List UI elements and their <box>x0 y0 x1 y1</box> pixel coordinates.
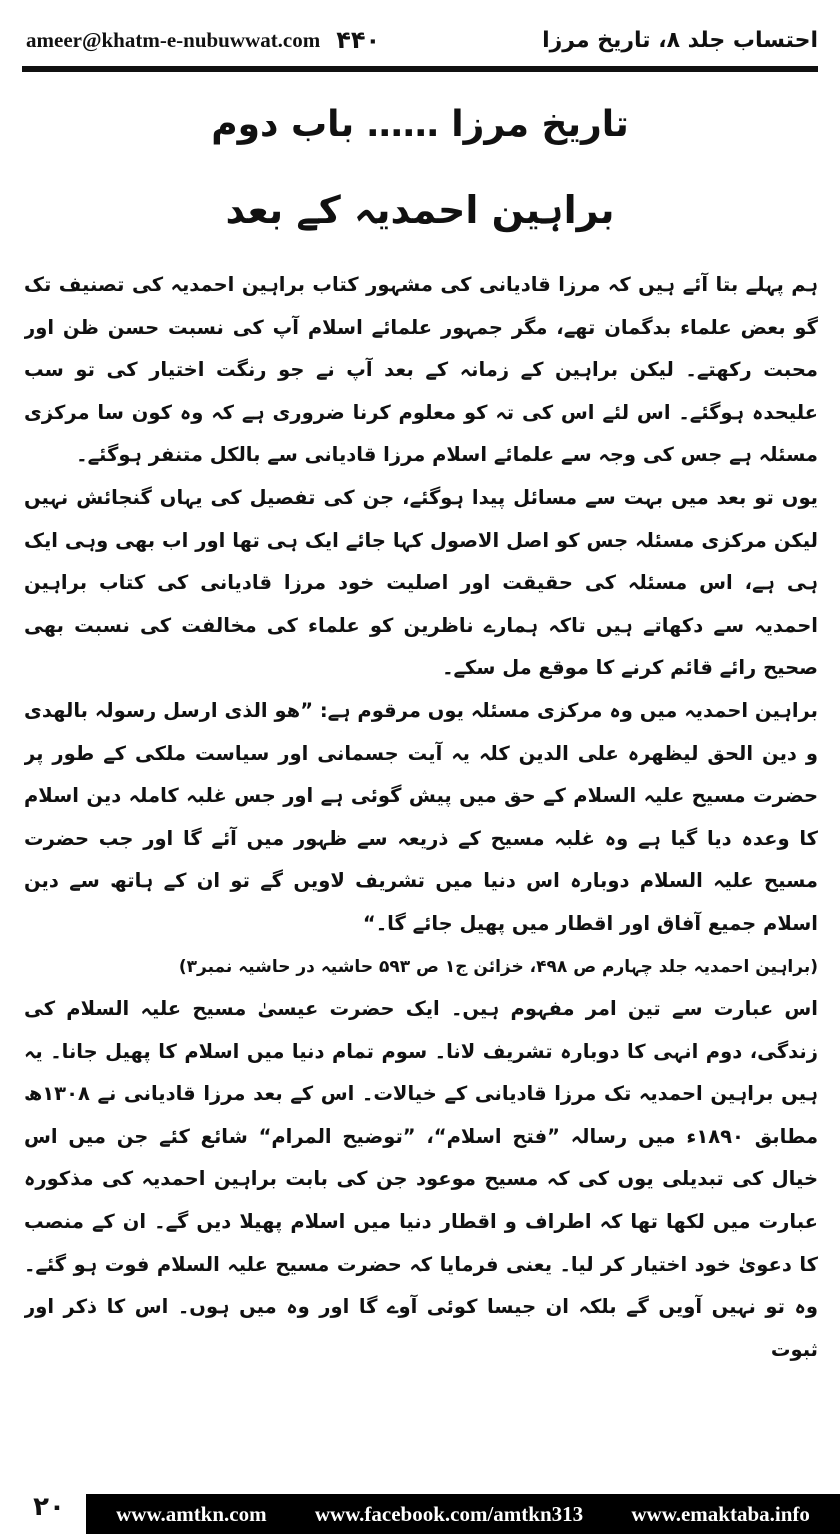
citation: (براہین احمدیہ جلد چہارم ص ۴۹۸، خزائن ج۱ ص ۵۹۳ حاشیہ در حاشیہ نمبر۳) <box>178 956 818 977</box>
footer-link-amtkn[interactable]: www.amtkn.com <box>116 1501 267 1526</box>
footer-link-emaktaba[interactable]: www.emaktaba.info <box>631 1501 810 1526</box>
section-title: براہین احمدیہ کے بعد <box>225 188 615 232</box>
paragraph-3-quote: براہین احمدیہ میں وہ مرکزی مسئلہ یوں مرقوم ہے: ”ھو الذی ارسل رسولہ بالھدی و دین الحق لیظھرہ علی الدین کلہ یہ آیت جسمانی اور سیاست ملکی کے طور پر حضرت مسیح علیہ السلام کے حق میں پیش گوئی ہے اور جس غلبہ کاملہ دین اسلام کا وعدہ دیا گیا ہے وہ غلبہ مسیح کے ذریعہ سے ظہور میں آئے گا اور جب حضرت مسیح علیہ السلام دوبارہ اس دنیا میں تشریف لاویں گے تو ان کے ہاتھ سے دین اسلام جمیع آفاق اور اقطار میں پھیل جائے گا۔“ <box>24 698 818 935</box>
paragraph-1: ہم پہلے بتا آئے ہیں کہ مرزا قادیانی کی مشہور کتاب براہین احمدیہ کی تصنیف تک گو بعض علماء بدگمان تھے، مگر جمہور علمائے اسلام آپ کی نسبت حسن ظن اور محبت رکھتے۔ لیکن براہین کے زمانہ کے بعد آپ نے جو رنگت اختیار کی تو سب علیحدہ ہوگئے۔ اس لئے اس کی تہ کو معلوم کرنا ضروری ہے کہ وہ کون سا مرکزی مسئلہ ہے جس کی وجہ سے علمائے اسلام مرزا قادیانی سے بالکل متنفر ہوگئے۔ <box>24 273 818 467</box>
header-divider <box>22 66 818 72</box>
page-header <box>26 18 818 62</box>
footer-page-number: ۲۰ <box>33 1492 65 1522</box>
chapter-title: تاریخ مرزا …… باب دوم <box>211 104 629 145</box>
body-text <box>24 264 818 1468</box>
paragraph-4: اس عبارت سے تین امر مفہوم ہیں۔ ایک حضرت عیسیٰ مسیح علیہ السلام کی زندگی، دوم انہی کا دوبارہ تشریف لانا۔ سوم تمام دنیا میں اسلام کا پھیل جانا۔ یہ ہیں براہین احمدیہ تک مرزا قادیانی کے خیالات۔ اس کے بعد مرزا قادیانی نے ۱۳۰۸ھ مطابق ۱۸۹۰ء میں رسالہ ”فتح اسلام“، ”توضیح المرام“ شائع کئے جن میں اس خیال کی تبدیلی یوں کی کہ مسیح موعود جن کی بابت براہین احمدیہ کی مذکورہ عبارت میں لکھا تھا کہ اطراف و اقطار دنیا میں اسلام پھیلا دیں گے۔ ان کے منصب کا دعویٰ خود اختیار کر لیا۔ یعنی فرمایا کہ حضرت مسیح علیہ السلام فوت ہو گئے۔ وہ تو نہیں آویں گے بلکہ ان جیسا کوئی آوے گا اور وہ میں ہوں۔ اس کا ذکر اور ثبوت <box>24 997 818 1361</box>
page-number: ۴۴۰ <box>336 26 381 54</box>
footer-links-bar <box>86 1494 840 1534</box>
volume-title: احتساب جلد ۸، تاریخ مرزا <box>542 27 818 53</box>
email-address: ameer@khatm-e-nubuwwat.com <box>26 27 321 52</box>
header-left <box>26 26 380 54</box>
paragraph-2: یوں تو بعد میں بہت سے مسائل پیدا ہوگئے، جن کی تفصیل کی یہاں گنجائش نہیں لیکن مرکزی مسئلہ جس کو اصل الاصول کہا جائے ایک ہی تھا اور اب بھی وہی ایک ہی ہے، اس مسئلہ کی حقیقت اور اصلیت خود مرزا قادیانی کی کتاب براہین احمدیہ سے دکھاتے ہیں تاکہ ہمارے ناظرین کو علماء کی مخالفت کی نسبت بھی صحیح رائے قائم کرنے کا موقع مل سکے۔ <box>24 485 818 680</box>
page-footer <box>0 1476 840 1540</box>
footer-link-facebook[interactable]: www.facebook.com/amtkn313 <box>314 1501 584 1526</box>
